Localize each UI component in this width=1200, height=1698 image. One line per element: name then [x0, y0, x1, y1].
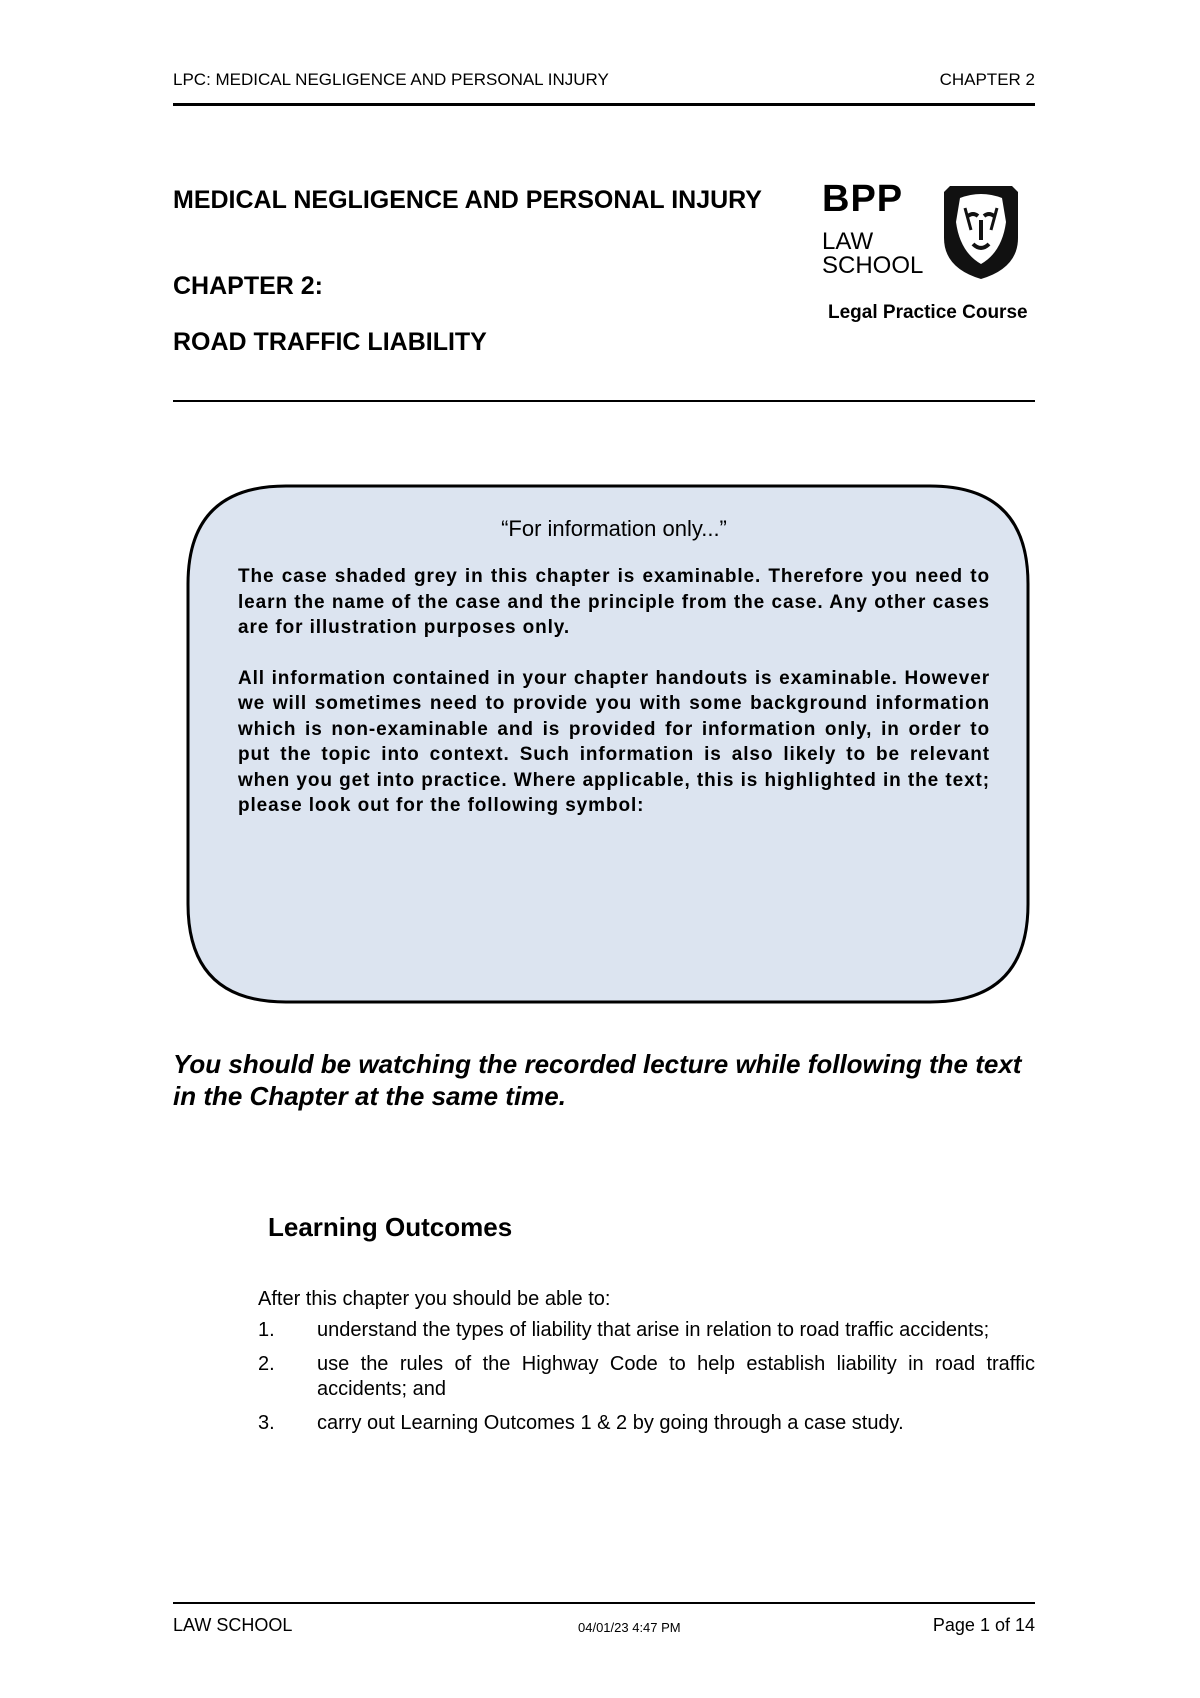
chapter-number: CHAPTER 2:: [173, 272, 324, 300]
list-item-number: 2.: [258, 1353, 275, 1375]
list-item: [258, 1318, 1035, 1343]
footer-school: LAW SCHOOL: [173, 1615, 293, 1635]
logo-subtitle: Legal Practice Course: [828, 302, 1028, 323]
bpp-logo: [818, 176, 1048, 326]
learning-outcomes-list: [258, 1318, 1035, 1445]
list-item-text: understand the types of liability that arise in relation to road traffic accidents;: [317, 1319, 990, 1341]
info-box-paragraph-1: The case shaded grey in this chapter is examinable. Therefore you need to learn the name of the case and the principle from the case. Any other cases are for illustration purposes only.: [238, 566, 990, 638]
logo-school: SCHOOL: [822, 252, 924, 279]
lion-shield-icon: [940, 182, 1022, 282]
list-item: [258, 1352, 1035, 1402]
info-box-content: [238, 516, 990, 844]
chapter-topic: ROAD TRAFFIC LIABILITY: [173, 328, 487, 356]
list-item: [258, 1411, 1035, 1436]
page-number: Page 1 of 14: [932, 1615, 1035, 1635]
header-course-title: LPC: MEDICAL NEGLIGENCE AND PERSONAL INJURY: [173, 70, 609, 89]
document-title: MEDICAL NEGLIGENCE AND PERSONAL INJURY: [173, 186, 762, 214]
header-chapter-label: CHAPTER 2: [939, 70, 1035, 89]
title-block: [173, 184, 793, 356]
list-item-number: 1.: [258, 1319, 275, 1341]
info-box-title: “For information only...”: [501, 516, 727, 541]
page-footer: [173, 1615, 1035, 1645]
title-rule: [173, 400, 1035, 402]
header-rule: [173, 103, 1035, 106]
list-item-number: 3.: [258, 1412, 275, 1434]
info-box-paragraph-2: All information contained in your chapter handouts is examinable. However we will sometimes need to provide you with some background information which is non-examinable and is provided for information only, in order to put the topic into context. Such information is also likely to be relevant when you get into practice. Where applicable, this is highlighted in the text; please look out for the following symbol:: [238, 667, 990, 816]
logo-law: LAW: [822, 228, 874, 255]
footer-timestamp: 04/01/23 4:47 PM: [578, 1620, 681, 1635]
learning-outcomes-intro: After this chapter you should be able to:: [258, 1288, 611, 1310]
lecture-note: You should be watching the recorded lecture while following the text in the Chapter at the same time.: [173, 1049, 1022, 1111]
logo-brand: BPP: [822, 178, 904, 220]
learning-outcomes-heading: Learning Outcomes: [268, 1212, 513, 1242]
footer-rule: [173, 1602, 1035, 1604]
list-item-text: use the rules of the Highway Code to help establish liability in road traffic accidents; and: [317, 1353, 1035, 1400]
list-item-text: carry out Learning Outcomes 1 & 2 by going through a case study.: [317, 1412, 904, 1434]
